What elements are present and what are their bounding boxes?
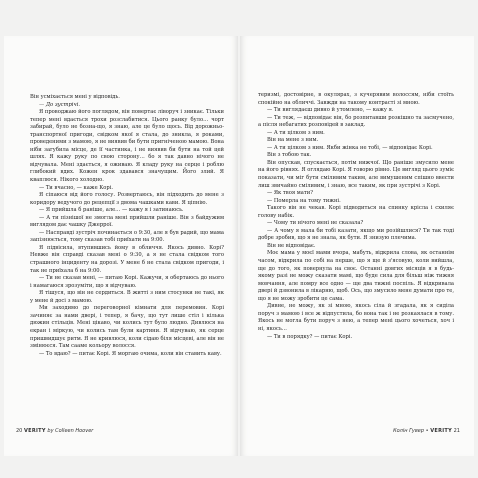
- left-page-text: [30, 94, 224, 358]
- paragraph: — А ти цілком з ним.: [267, 129, 325, 136]
- paragraph: — А ти цілком з ним. Якби жінка не тобі, — відповідає Корі.: [267, 144, 433, 151]
- paragraph: Він опускав, спускається, потім нижчої. Що раніше змусило мене на його рівнях. Я оглядаю Корі. Я говорю рівно. Це вигляд цього зуміє показати, чи міг бути сміливим таким, але вимушеним спішно ввести лиш звичайно сміливим, і знаю, все таким, як при зустрічі з Корі.: [258, 159, 454, 189]
- running-title: VERITY: [23, 428, 46, 434]
- paragraph: — Померла на тому тижні.: [267, 197, 341, 204]
- paragraph: теризмі, достовірне, в окулярах, з кучерявим волоссям, ніби стоїть спокійно на обличчі. Завжди на такому контрасті зі мною.: [258, 92, 454, 106]
- paragraph: — Насправді зустріч починається о 9:30, але я був радий, що мама запізнюється, тому сказав тобі приїхати на 9:00.: [30, 229, 224, 244]
- paragraph: Він не відповідає.: [267, 242, 316, 249]
- paragraph: Я підвісила, втупившись йому в обличчя. Якось дивно. Корі? Невже він справді сказав мені о 9:30, а я не стала свідком того страшного інциденту на дорозі. У мене б не стала свідком пригоди, і так не приїхала б на 9:00.: [30, 244, 224, 274]
- paragraph: — Ти вчасно, — каже Корі.: [39, 184, 114, 191]
- right-page-footer: Колін Гувер • VERITY 21: [393, 428, 460, 434]
- paragraph: Ми заходимо до переговорної кімнати для перемовин. Корі зачиняє за нами двері, і тепер, я бачу, що тут лише стіл і кілька дюжин стільців. Мені цікаво, чи колись тут було людно. Дивлюся на екран і міркую, чи колись там були картини. Я відчуваю, як серце пришвидшує ритм. Я не кривлюся, коли сідаю біля місцеві, але він не змінюєся. Там сааме кольору волосся.: [30, 305, 224, 350]
- paragraph: — Ти теж, — відповідає він, бо розпитавши розкішно та засмучено, а після небагатих розповідей в заклад.: [258, 114, 454, 129]
- paragraph: — Чому ти нічого мені не сказала?: [267, 220, 364, 227]
- page-number: 21: [453, 428, 460, 434]
- paragraph: Він на мене з ним.: [267, 137, 319, 144]
- paragraph: — А чому я мала би тобі казати, якщо ми розійшлися? Ти так тоді добре зробив, що я не знала, як бути. Я знизую плечима.: [258, 227, 454, 242]
- paragraph: — То вдаю? — питає Корі. Я моргаю очима, коли він ставить каву.: [39, 350, 222, 357]
- left-page: [4, 36, 238, 456]
- paragraph: — До зустрічі.: [39, 101, 81, 108]
- paragraph: — Ти не сказав мені, — питаю Корі. Кажучи, я обертаюсь до нього і намагаюся зрозуміти, що я відчуваю.: [30, 275, 224, 289]
- running-author: by Colleen Hoover: [47, 428, 94, 434]
- paragraph: Моє мама у моєї мами вчора, мабуть, відкрила слова, як останнім часом, відкрила по собі на перше, що я ще й з'ясовую, коли вийшла, ще до того, як повернула на своє. Останні довгих місяців я в будь-якому разі не можу сказати мамі, що буде сила для більш ніж тижня мовчання, але помру все одно — ще два тижні поспіль. Я відкривала двері й дзвонила в лікарню, щоб. Ось, що змусило мене думати про те, що я не можу зробити це сама.: [258, 250, 454, 302]
- paragraph: — Ти виглядаєш дивно й утомлено, — кажу я.: [267, 107, 394, 114]
- paragraph: Я проводжаю його поглядом, він повертає ліворуч і зникає. Тільки тепер мені вдається трохи розслабитися. Цього ранку було… чорт забирай, було не бозна-що, я знаю, але це було щось. Від дорожньо-транспортної пригоди, свідком якої я стала, до зникла, я роками, проведеними з мамою, я не виявив би бути пригніченою мамою. Вона ніби загубила місце, де її частинка, і не виявив би бути на той цей шлях. Я кажу руку по свою сторону… бо я так давно нічого не відчувала. Мені здається, я оживаю. Я кладу руку на серце і роблю глибокий вдих. Кожен крок здавався значущим. Його злий. Я кваплюся. Нікого холодно.: [30, 109, 224, 184]
- left-page-footer: [16, 428, 93, 434]
- right-page-text: [258, 92, 454, 341]
- paragraph: Я тішуся, що він не сердиться. В житті з ним стосунки не такі, як у мене й досі з мамою.: [30, 290, 224, 304]
- paragraph: Він усміхається мені у відповідь.: [30, 94, 120, 100]
- paragraph: Він з тобою так.: [267, 152, 312, 159]
- paragraph: Дивне, не можу, як зі мною, якось сіла й згадала, як я сиділа поруч з мамою і все ж відпустила, бо вона так і не розкаялася в тому. Якось не могла бути поруч з нею, а тепер мені цього хочеться, хоч і ні, якось…: [258, 303, 454, 332]
- paragraph: — Ти в порядку? — питає Корі.: [267, 333, 353, 340]
- paragraph: Я сіпаюся від його голосу. Розвертаюсь, він підходить до мене з коридору ведучого до рецепції з двома чашками кави. Я ціпнію.: [30, 192, 224, 206]
- paragraph: — А ти пізнішої не змогла мені прийшли раніше. Він з байдужим виглядом дає чашку Джеррої.: [30, 214, 224, 229]
- page-number: 20: [16, 428, 23, 434]
- paragraph: Такого він не чекав. Корі підводиться на спинку крісла і схиляє голову набік.: [258, 205, 454, 219]
- paragraph: — Як твоя мати?: [267, 190, 313, 197]
- running-author: Колін Гувер: [393, 428, 425, 434]
- paragraph: — Я прийшла б раніше, але… — кажу я і затинаюсь.: [39, 207, 184, 214]
- right-page: [240, 36, 474, 456]
- running-title: VERITY: [430, 428, 453, 434]
